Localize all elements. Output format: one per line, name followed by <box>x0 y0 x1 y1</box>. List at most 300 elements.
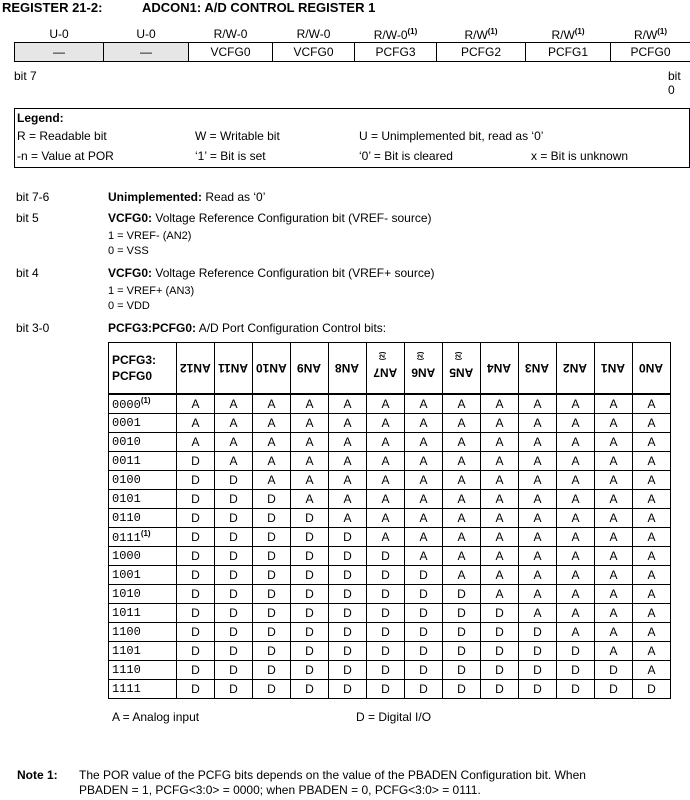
pin-mode-cell: D <box>329 680 367 699</box>
pin-mode-cell: A <box>177 414 215 433</box>
table-row <box>109 642 671 661</box>
pin-mode-cell: D <box>177 528 215 547</box>
pin-mode-cell: A <box>557 414 595 433</box>
table-row <box>109 452 671 471</box>
column-header-text <box>297 356 322 380</box>
bit-access-1 <box>526 26 611 43</box>
pcfg-code <box>109 394 177 414</box>
code-value: 0011 <box>112 454 141 468</box>
pin-mode-cell: A <box>367 490 405 509</box>
pin-mode-cell: A <box>633 566 671 585</box>
pin-mode-cell: A <box>633 471 671 490</box>
pin-mode-cell: D <box>177 452 215 471</box>
pin-mode-cell: A <box>367 394 405 414</box>
pin-mode-cell: A <box>329 471 367 490</box>
column-name: AN4 <box>487 361 512 375</box>
pin-mode-cell: D <box>253 528 291 547</box>
pcfg-code <box>109 585 177 604</box>
pin-mode-cell: A <box>633 604 671 623</box>
column-header-an1 <box>595 343 633 395</box>
note-line-2: PBADEN = 1, PCFG<3:0> = 0000; when PBADEN = 0, PCFG<3:0> = 0111. <box>79 783 481 797</box>
pin-mode-cell: A <box>177 433 215 452</box>
pin-mode-cell: A <box>443 566 481 585</box>
pin-mode-cell: D <box>405 566 443 585</box>
bit30-label: bit 3-0 <box>16 321 50 335</box>
code-value: 1001 <box>112 568 141 582</box>
pin-mode-cell: A <box>633 642 671 661</box>
pin-mode-cell: A <box>405 394 443 414</box>
pcfg-header-row <box>109 343 671 395</box>
pin-mode-cell: A <box>557 623 595 642</box>
register-bit-table <box>14 26 690 62</box>
pin-mode-cell: D <box>481 680 519 699</box>
pin-mode-cell: D <box>177 585 215 604</box>
pin-mode-cell: A <box>595 394 633 414</box>
pin-mode-cell: A <box>405 414 443 433</box>
pin-mode-cell: D <box>443 604 481 623</box>
pin-mode-cell: D <box>177 604 215 623</box>
bit30-text: A/D Port Configuration Control bits: <box>196 321 387 335</box>
bit0-label: bit 0 <box>668 69 681 97</box>
pin-mode-cell: A <box>595 547 633 566</box>
column-header-text <box>218 353 249 383</box>
pin-mode-cell: A <box>405 433 443 452</box>
bit-name-4: VCFG0 <box>273 43 355 62</box>
pin-mode-cell: D <box>177 661 215 680</box>
pin-mode-cell: D <box>519 642 557 661</box>
column-footnote: (2) <box>379 351 387 361</box>
pin-mode-cell: A <box>633 490 671 509</box>
access-text: R/W <box>633 27 658 42</box>
bit76-name: Unimplemented: <box>108 190 203 204</box>
column-name: AN2 <box>563 361 588 375</box>
code-value: 0111 <box>112 531 141 545</box>
pin-mode-cell: D <box>253 566 291 585</box>
pin-mode-cell: A <box>253 414 291 433</box>
pin-mode-cell: A <box>557 547 595 566</box>
pin-mode-cell: D <box>557 661 595 680</box>
pin-mode-cell: A <box>519 585 557 604</box>
access-text: R/W-0 <box>373 27 408 42</box>
pin-mode-cell: D <box>253 490 291 509</box>
bit-name-row <box>15 43 690 62</box>
table-row <box>109 414 671 433</box>
corner-line-2: PCFG0 <box>112 369 153 383</box>
pin-mode-cell: D <box>519 661 557 680</box>
pin-mode-cell: D <box>329 623 367 642</box>
code-value: 1101 <box>112 644 141 658</box>
pin-mode-cell: D <box>177 680 215 699</box>
pin-mode-cell: A <box>443 547 481 566</box>
table-row <box>109 509 671 528</box>
bit30-name: PCFG3:PCFG0: <box>108 321 197 335</box>
access-text: R/W-0 <box>213 27 248 41</box>
pin-mode-cell: D <box>291 623 329 642</box>
access-footnote: (1) <box>574 26 585 36</box>
pin-mode-cell: D <box>329 661 367 680</box>
column-header-an11 <box>215 343 253 395</box>
code-value: 1111 <box>112 682 141 696</box>
pin-mode-cell: D <box>177 509 215 528</box>
legend-writable: W = Writable bit <box>195 129 280 143</box>
column-header-text <box>335 356 360 380</box>
pin-mode-cell: A <box>215 452 253 471</box>
legend-unknown: x = Bit is unknown <box>531 149 629 163</box>
pin-mode-cell: D <box>481 623 519 642</box>
code-value: 1100 <box>112 625 141 639</box>
pin-mode-cell: D <box>443 642 481 661</box>
table-row <box>109 585 671 604</box>
pin-mode-cell: D <box>215 509 253 528</box>
pin-mode-cell: A <box>367 452 405 471</box>
pin-mode-cell: A <box>291 490 329 509</box>
pcfg-corner-header <box>109 343 177 395</box>
pin-mode-cell: A <box>329 490 367 509</box>
pcfg-code <box>109 547 177 566</box>
bit5-text: Voltage Reference Configuration bit (VREF- source) <box>152 211 432 225</box>
note-label: Note 1: <box>17 768 58 782</box>
pin-mode-cell: A <box>405 452 443 471</box>
column-name: AN0 <box>639 361 664 375</box>
bit-access-2 <box>437 26 526 43</box>
bit7-label: bit 7 <box>14 69 37 83</box>
pin-mode-cell: D <box>405 623 443 642</box>
column-header-text <box>525 356 550 380</box>
column-header-text <box>601 356 626 380</box>
pin-mode-cell: D <box>177 623 215 642</box>
pin-mode-cell: A <box>329 433 367 452</box>
pin-mode-cell: A <box>215 433 253 452</box>
pin-mode-cell: A <box>481 433 519 452</box>
bit-name-3: PCFG3 <box>355 43 437 62</box>
pin-mode-cell: A <box>291 471 329 490</box>
pin-mode-cell: A <box>177 394 215 414</box>
pin-mode-cell: A <box>595 433 633 452</box>
pin-mode-cell: A <box>291 433 329 452</box>
column-name: AN10 <box>256 361 287 375</box>
legend-set: ‘1’ = Bit is set <box>195 149 266 163</box>
column-header-text <box>487 356 512 380</box>
pin-mode-cell: A <box>443 490 481 509</box>
pin-mode-cell: A <box>367 471 405 490</box>
pcfg-code <box>109 490 177 509</box>
legend-digital: D = Digital I/O <box>356 710 432 724</box>
bit5-option-0: 0 = VSS <box>108 245 149 257</box>
table-row <box>109 528 671 547</box>
pcfg-code <box>109 528 177 547</box>
pin-mode-cell: D <box>557 680 595 699</box>
pin-mode-cell: A <box>633 623 671 642</box>
column-name: AN9 <box>297 361 322 375</box>
bit-name-2: PCFG2 <box>437 43 526 62</box>
bit76-text: Read as ‘0’ <box>202 190 266 204</box>
table-row <box>109 433 671 452</box>
column-header-an2 <box>557 343 595 395</box>
pin-mode-cell: A <box>595 585 633 604</box>
pin-mode-cell: A <box>519 433 557 452</box>
bit-access-0 <box>611 26 690 43</box>
bit76-description <box>108 190 265 204</box>
pcfg-code <box>109 471 177 490</box>
pin-mode-cell: D <box>177 547 215 566</box>
pin-mode-cell: D <box>443 661 481 680</box>
pin-mode-cell: D <box>519 623 557 642</box>
bit-access-3 <box>355 26 437 43</box>
pin-mode-cell: D <box>367 547 405 566</box>
bit5-description <box>108 211 431 225</box>
column-header-an5 <box>443 343 481 395</box>
access-footnote: (1) <box>407 26 418 36</box>
pin-mode-cell: D <box>253 623 291 642</box>
pin-mode-cell: A <box>405 547 443 566</box>
pin-mode-cell: D <box>329 604 367 623</box>
pin-mode-cell: A <box>443 528 481 547</box>
bit4-description <box>108 266 435 280</box>
pin-mode-cell: D <box>253 585 291 604</box>
pin-mode-cell: D <box>291 509 329 528</box>
pcfg-code <box>109 509 177 528</box>
pin-mode-cell: D <box>215 680 253 699</box>
pin-mode-cell: A <box>557 471 595 490</box>
pin-mode-cell: A <box>519 604 557 623</box>
pin-mode-cell: A <box>443 509 481 528</box>
pin-mode-cell: D <box>215 547 253 566</box>
column-header-an8 <box>329 343 367 395</box>
pin-mode-cell: D <box>215 623 253 642</box>
pin-mode-cell: A <box>253 433 291 452</box>
pin-mode-cell: A <box>557 509 595 528</box>
pin-mode-cell: D <box>481 642 519 661</box>
table-row <box>109 471 671 490</box>
pin-mode-cell: A <box>633 414 671 433</box>
register-name: ADCON1: A/D CONTROL REGISTER 1 <box>142 0 376 15</box>
pin-mode-cell: A <box>595 623 633 642</box>
table-row <box>109 547 671 566</box>
code-value: 1011 <box>112 606 141 620</box>
pin-mode-cell: D <box>329 547 367 566</box>
pin-mode-cell: A <box>367 509 405 528</box>
column-header-an12 <box>177 343 215 395</box>
pin-mode-cell: D <box>481 604 519 623</box>
column-header-text <box>411 351 436 385</box>
bit-name-6: — <box>104 43 189 62</box>
table-row <box>109 566 671 585</box>
column-name: AN12 <box>180 361 211 375</box>
table-row <box>109 394 671 414</box>
pin-mode-cell: D <box>291 528 329 547</box>
pin-mode-cell: A <box>443 433 481 452</box>
table-row <box>109 490 671 509</box>
pin-mode-cell: D <box>215 528 253 547</box>
bit-name-7: — <box>15 43 104 62</box>
pcfg-code <box>109 642 177 661</box>
table-row <box>109 623 671 642</box>
pin-mode-cell: A <box>253 394 291 414</box>
pin-mode-cell: A <box>329 394 367 414</box>
bit5-option-1: 1 = VREF- (AN2) <box>108 230 192 242</box>
column-name: AN5 <box>449 365 474 380</box>
pin-mode-cell: D <box>215 661 253 680</box>
pin-mode-cell: D <box>367 623 405 642</box>
pin-mode-cell: A <box>595 528 633 547</box>
pin-mode-cell: D <box>177 471 215 490</box>
pin-mode-cell: D <box>367 585 405 604</box>
note-text <box>79 768 586 798</box>
pin-mode-cell: A <box>595 490 633 509</box>
column-header-text <box>373 351 398 385</box>
column-header-text <box>449 351 474 385</box>
pin-mode-cell: A <box>519 509 557 528</box>
code-footnote: (1) <box>140 529 151 538</box>
pin-mode-cell: A <box>481 528 519 547</box>
pcfg-code <box>109 433 177 452</box>
pin-mode-cell: D <box>405 642 443 661</box>
bit76-label: bit 7-6 <box>16 190 50 204</box>
code-value: 0000 <box>112 398 141 412</box>
access-footnote: (1) <box>487 26 498 36</box>
pin-mode-cell: D <box>481 661 519 680</box>
table-row <box>109 680 671 699</box>
access-text: U-0 <box>136 27 156 41</box>
legend-heading: Legend: <box>17 111 64 125</box>
pin-mode-cell: D <box>367 642 405 661</box>
pin-mode-cell: D <box>177 642 215 661</box>
column-name: AN8 <box>335 361 360 375</box>
pin-mode-cell: A <box>253 452 291 471</box>
pin-mode-cell: D <box>405 585 443 604</box>
pin-mode-cell: A <box>367 528 405 547</box>
pin-mode-cell: A <box>633 585 671 604</box>
column-header-an3 <box>519 343 557 395</box>
pin-mode-cell: A <box>291 452 329 471</box>
pcfg-code <box>109 680 177 699</box>
pin-mode-cell: D <box>215 566 253 585</box>
pin-mode-cell: A <box>215 394 253 414</box>
bit-access-6 <box>104 26 189 43</box>
column-header-an9 <box>291 343 329 395</box>
column-header-an10 <box>253 343 291 395</box>
pin-mode-cell: D <box>329 585 367 604</box>
pin-mode-cell: D <box>253 547 291 566</box>
pin-mode-cell: A <box>557 585 595 604</box>
pin-mode-cell: D <box>291 642 329 661</box>
column-header-text <box>180 353 211 384</box>
column-header-text <box>563 356 588 380</box>
pin-mode-cell: A <box>291 414 329 433</box>
pin-mode-cell: D <box>519 680 557 699</box>
pin-mode-cell: D <box>367 604 405 623</box>
legend-unimplemented: U = Unimplemented bit, read as ‘0’ <box>359 129 544 143</box>
pin-mode-cell: D <box>329 528 367 547</box>
pin-mode-cell: A <box>557 452 595 471</box>
pin-mode-cell: D <box>405 604 443 623</box>
pin-mode-cell: D <box>215 642 253 661</box>
bit-name-0: PCFG0 <box>611 43 690 62</box>
table-row <box>109 661 671 680</box>
pin-mode-cell: D <box>291 566 329 585</box>
pin-mode-cell: D <box>253 509 291 528</box>
pin-mode-cell: A <box>595 642 633 661</box>
pin-mode-cell: A <box>481 547 519 566</box>
pin-mode-cell: D <box>215 490 253 509</box>
pin-mode-cell: D <box>329 566 367 585</box>
pin-mode-cell: D <box>291 547 329 566</box>
column-name: AN3 <box>525 361 550 375</box>
pin-mode-cell: D <box>215 471 253 490</box>
pin-mode-cell: A <box>595 452 633 471</box>
pin-mode-cell: D <box>291 604 329 623</box>
bit4-label: bit 4 <box>16 266 39 280</box>
code-value: 0101 <box>112 492 141 506</box>
pin-mode-cell: A <box>481 452 519 471</box>
bit30-description <box>108 321 386 335</box>
pin-mode-cell: D <box>367 680 405 699</box>
pin-mode-cell: D <box>595 661 633 680</box>
code-value: 0001 <box>112 416 141 430</box>
code-value: 1010 <box>112 587 141 601</box>
pin-mode-cell: D <box>633 680 671 699</box>
pin-mode-cell: D <box>253 642 291 661</box>
pin-mode-cell: D <box>291 680 329 699</box>
bit-access-4 <box>273 26 355 43</box>
bit-name-1: PCFG1 <box>526 43 611 62</box>
column-name: AN7 <box>373 365 398 380</box>
pin-mode-cell: D <box>367 566 405 585</box>
column-header-an4 <box>481 343 519 395</box>
bit4-option-1: 1 = VREF+ (AN3) <box>108 285 195 297</box>
pin-mode-cell: D <box>253 604 291 623</box>
column-header-an0 <box>633 343 671 395</box>
pcfg-code <box>109 604 177 623</box>
pin-mode-cell: A <box>557 566 595 585</box>
access-footnote: (1) <box>657 26 668 36</box>
pin-mode-cell: A <box>481 585 519 604</box>
pin-mode-cell: A <box>519 566 557 585</box>
column-name: AN11 <box>218 361 249 375</box>
register-title <box>2 0 375 15</box>
pin-mode-cell: A <box>443 471 481 490</box>
code-value: 1110 <box>112 663 141 677</box>
pin-mode-cell: A <box>291 394 329 414</box>
pin-mode-cell: A <box>557 394 595 414</box>
pcfg-config-table <box>108 342 671 699</box>
pin-mode-cell: D <box>557 642 595 661</box>
corner-line-1: PCFG3: <box>112 353 157 367</box>
pin-mode-cell: D <box>253 661 291 680</box>
bit4-option-0: 0 = VDD <box>108 300 150 312</box>
pin-mode-cell: A <box>633 661 671 680</box>
legend-cleared: ‘0’ = Bit is cleared <box>359 149 453 163</box>
pin-mode-cell: D <box>291 661 329 680</box>
code-value: 0110 <box>112 511 141 525</box>
pcfg-code <box>109 452 177 471</box>
pin-mode-cell: A <box>519 414 557 433</box>
pin-mode-cell: A <box>557 604 595 623</box>
table-row <box>109 604 671 623</box>
column-header-an7 <box>367 343 405 395</box>
pin-mode-cell: A <box>519 452 557 471</box>
pin-mode-cell: A <box>519 547 557 566</box>
pin-mode-cell: D <box>405 680 443 699</box>
pin-mode-cell: A <box>481 566 519 585</box>
pin-mode-cell: D <box>367 661 405 680</box>
column-header-an6 <box>405 343 443 395</box>
pin-mode-cell: A <box>633 452 671 471</box>
code-value: 0100 <box>112 473 141 487</box>
legend-readable: R = Readable bit <box>17 129 107 143</box>
bit4-text: Voltage Reference Configuration bit (VREF+ source) <box>152 266 435 280</box>
pin-mode-cell: A <box>443 394 481 414</box>
